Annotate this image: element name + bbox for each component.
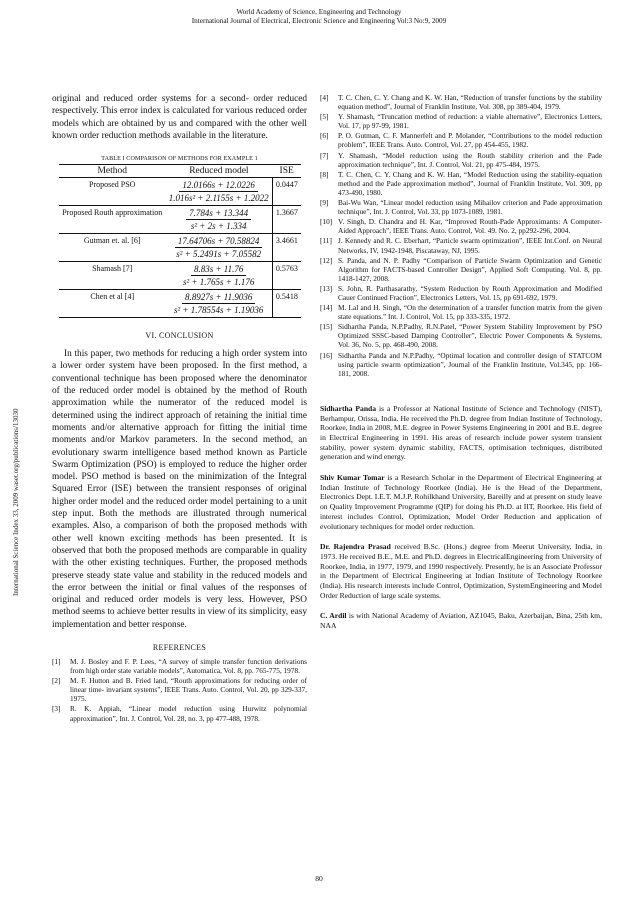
table-cell-model [165,206,272,234]
reference-number: [2] [52,676,61,686]
table-cell-ise: 3.4661 [272,234,301,262]
reference-item [320,131,602,149]
table-cell-method: Proposed Routh approximation [59,206,165,234]
table-cell-model [165,290,272,318]
reference-list-right [320,93,602,378]
reference-text: R. K. Appiah, “Linear model reduction using Hurwitz polynomial approximation”, Int. J. Control, Vol. 28, no. 3, pp 477-488, 1978. [70,704,307,723]
reference-text: Sidhartha Panda, N.P.Padhy, R.N.Patel, “Power System Stability Improvement by PSO Optimized SSSC-based Damping Controller”, Electric Power Components & Systems, Vol. 36, No. 5, pp. 468-490, 2008. [338,322,602,350]
table-cell-method: Gutman et. al. [6] [59,234,165,262]
right-column [320,93,602,631]
reference-item [320,151,602,169]
table-cell-ise: 0.5763 [272,262,301,290]
author-name: C. Ardil [320,611,347,621]
author-name: Sidhartha Panda [320,403,377,413]
model-numerator: 12.0166s + 12.0226 [179,180,258,192]
author-bio [320,611,602,630]
conclusion-text: In this paper, two methods for reducing a high order system into a lower order system have been proposed. In the first method, a conventional technique has been proposed where the denominator of the reduced order model is obtained by the method of Routh approximation while the numerator of the reduced model is determined using the indirect approach of retaining the initial time moments and/or alternative approach for fitting the initial time moments and/or Markov parameters. In the second method, an evolutionary swarm intelligence based method known as Particle Swarm Optimization (PSO) is employed to reduce the higher order model. PSO method is based on the minimization of the Integral Squared Error (ISE) between the transient responses of original higher order model and the reduced order model pertaining to a unit step input. Both the methods are illustrated through numerical examples. Also, a comparison of both the proposed methods with other well known exciting methods has been presented. It is observed that both the proposed methods are comparable in quality with the other existing techniques. Further, the proposed methods preserve steady state value and stability in the reduced models and the error between the initial or final values of the responses of original and reduced order models is very less. However, PSO method seems to achieve better results in view of its simplicity, easy implementation and better response. [52,349,307,630]
reference-number: [15] [320,322,333,332]
reference-text: V. Singh, D. Chandra and H. Kar, “Improved Routh-Pade Approximants: A Computer-Aided Approach”, IEEE Trans. Auto. Control, Vol. 49. No. 2, pp292-296, 2004. [338,217,602,236]
model-denominator: s² + 2s + 1.334 [190,221,247,232]
reference-text: Y. Shamash, “Truncation method of reduction: a viable alternative”, Electronics Letters, Vol. 17, pp 97-99, 1981. [338,112,602,131]
table-cell-model [165,262,272,290]
reference-item [320,351,602,378]
references-title: REFERENCES [152,643,207,653]
page-number: 80 [315,874,323,883]
author-bio [320,542,602,600]
table-cell-method: Chen et al [4] [59,290,165,318]
table-row [59,234,301,262]
table-caption: TABLE I COMPARISON OF METHODS FOR EXAMPLE 1 [101,156,258,163]
reference-text: Sidhartha Panda and N.P.Padhy, “Optimal location and controller design of STATCOM using particle swarm optimization”, Journal of the Franklin Institute, Vol.345, pp. 166-181, 2008. [338,350,602,378]
reference-number: [9] [320,198,329,208]
reference-item [320,170,602,197]
reference-number: [8] [320,169,329,179]
reference-text: M. J. Bosley and F. P. Lees, “A survey of simple transfer function derivations from high order state variable models”, Automatica, Vol. 8, pp. 765-775, 1978. [70,657,307,676]
journal-header [0,8,638,26]
reference-number: [11] [320,236,332,246]
author-bio-text: is with National Academy of Aviation, AZ1045, Baku, Azerbaijan, Bina, 25th km, NAA [320,611,602,631]
reference-text: T. C. Chen, C. Y. Chang and K. W. Han, “Model Reduction using the stability-equation method and the Pade approximation method”, Journal of Franklin Institute, Vol. 309, pp 473-490, 1980. [338,169,602,197]
model-numerator: 8.8927s + 11.9036 [182,292,255,304]
table-cell-ise: 0.0447 [272,178,301,206]
reference-item [320,284,602,302]
author-bio [320,473,602,531]
model-denominator: s² + 1.765s + 1.176 [182,277,255,288]
reference-number: [4] [320,93,329,102]
reference-item [320,217,602,235]
table-header-method: Method [59,165,165,178]
left-column [52,93,307,724]
author-bio-text: is a Research Scholar in the Department of Electrical Engineering at Indian Institute of Technology Roorkee (India). He is the Head of the Department, Electronics Dept. I.E.T. M.J.P. Rohilkhand University, Bareilly and at present on study leave on Quality Improvement Programme (QIP) for doing his Ph.D. at IIT, Roorkee. His field of interest includes Control, Optimization, Model Order Reduction and application of evolutionary techniques for model order reduction. [320,473,603,531]
reference-item [52,676,307,703]
reference-number: [13] [320,283,333,293]
table-row [59,178,301,206]
reference-text: M. Lal and H. Singh, “On the determination of a transfer function matrix from the given state equations.” Int. J. Control, Vol. 15, pp 333-335, 1972. [338,303,602,322]
reference-text: Bai-Wu Wan, “Linear model reduction using Mihailov criterion and Pade approximation technique”, Int. J. Control, Vol. 33, pp 1073-1089, 1981. [338,198,602,217]
reference-list-left [52,657,307,723]
intro-paragraph: original and reduced order systems for a second- order reduced respectively. This error index is calculated for various reduced order models which are obtained by us and compared with the other well known order reduction methods available in the literature. [52,94,307,141]
author-name: Dr. Rajendra Prasad [320,542,391,552]
reference-text: M. F. Hutton and B. Fried land, “Routh approximations for reducing order of linear time- invariant systems”, IEEE Trans. Auto. Control, Vol. 20, pp 329-337, 1975. [70,676,307,704]
table-cell-ise: 1.3667 [272,206,301,234]
table-cell-ise: 0.5418 [272,290,301,318]
side-index-text: International Science Index 33, 2009 waset.org/publications/13030 [12,408,20,596]
reference-number: [14] [320,303,333,313]
reference-item [320,198,602,216]
reference-number: [12] [320,255,333,265]
table-row [59,262,301,290]
reference-number: [3] [52,704,61,714]
reference-item [320,303,602,321]
table-header-model: Reduced model [165,165,272,178]
table-cell-model [165,234,272,262]
comparison-table [59,164,301,318]
table-row [59,206,301,234]
table-header-ise: ISE [272,165,301,178]
reference-number: [6] [320,131,329,141]
table-cell-method: Proposed PSO [59,178,165,206]
reference-item [320,322,602,349]
model-denominator: s² + 1.78554s + 1.19036 [173,305,264,316]
table-cell-method: Shamash [7] [59,262,165,290]
table-row [59,290,301,318]
table-header-row [59,165,301,178]
model-denominator: s² + 5.2491s + 7.05582 [176,249,262,260]
reference-text: S. John, R. Parthasarathy, “System Reduction by Routh Approximation and Modified Cauer Continued Fraction”, Electronics Letters, Vol. 15, pp 691-692, 1979. [338,283,602,302]
model-numerator: 7.784s + 13.344 [186,208,251,220]
header-line-1: World Academy of Science, Engineering and Technology [236,8,402,16]
author-bio [320,404,602,462]
model-denominator: 1.016s² + 2.1155s + 1.2022 [168,193,269,204]
reference-text: S. Panda, and N. P. Padhy “Comparison of Particle Swarm Optimization and Genetic Algorithm for FACTS-based Controller Design”, Applied Soft Computing. Vol. 8, pp. 1418-1427, 2008. [338,255,602,283]
model-numerator: 8.83s + 11.76 [191,264,246,276]
author-bio-text: received B.Sc. (Hons.) degree from Meerut University, India, in 1973. He received B.E., M.E. and Ph.D. degrees in ElectricalEngineering from University of Roorkee, India, in 1977, 1979, and 1990 respectively. Presently, he is an Associate Professor in the Department of Electrical Engineering at Indian Institute of Technology Roorkee (India). His research interests include Control, Optimization, SystemEngineering and Model Order Reduction of large scale systems. [320,542,602,600]
reference-text: T. C. Chen, C. Y. Chang and K. W. Han, “Reduction of transfer functions by the stability equation method”, Journal of Franklin Institute, Vol. 308, pp 389-404, 1979. [338,93,602,112]
author-name: Shiv Kumar Tomar [320,473,385,483]
reference-number: [16] [320,350,333,360]
reference-item [320,112,602,130]
reference-number: [7] [320,150,329,160]
reference-text: Y. Shamash, “Model reduction using the Routh stability criterion and the Pade approximation technique”, Int. J. Control, Vol. 21, pp 475-484, 1975. [338,150,602,169]
table-cell-model [165,178,272,206]
reference-number: [5] [320,112,329,122]
reference-item [52,704,307,722]
reference-text: P. O. Gutman, C. F. Mannerfelt and P. Molander, “Contributions to the model reduction problem”, IEEE Trans. Auto. Control, Vol. 27, pp 454-455, 1982. [338,131,602,150]
reference-item [52,657,307,675]
reference-item [320,93,602,111]
model-numerator: 17.64706s + 70.58824 [175,236,263,248]
reference-number: [1] [52,657,61,667]
reference-number: [10] [320,217,333,227]
header-line-2: International Journal of Electrical, Electronic Science and Engineering Vol:3 No:9, 2009 [191,17,447,25]
author-bio-text: is a Professor at National Institute of Science and Technology (NIST), Berhampur, Orissa, India. He received the Ph.D. degree from Indian Institute of Technology, Roorkee, India in 2008, M.E. degree in Power Systems Engineering in 2001 and B.E. degree in Electrical Engineering in 1991. His areas of research include power system transient stability, power system dynamic stability, FACTS, optimisation techniques, distributed generation and wind energy. [320,403,603,462]
reference-item [320,236,602,254]
conclusion-title: VI. CONCLUSION [145,331,214,341]
reference-item [320,256,602,283]
reference-text: J. Kennedy and R. C. Eberhart, “Particle swarm optimization”, IEEE Int.Conf. on Neural Networks, IV, 1942-1948, Piscataway, NJ, 1995. [338,236,602,255]
